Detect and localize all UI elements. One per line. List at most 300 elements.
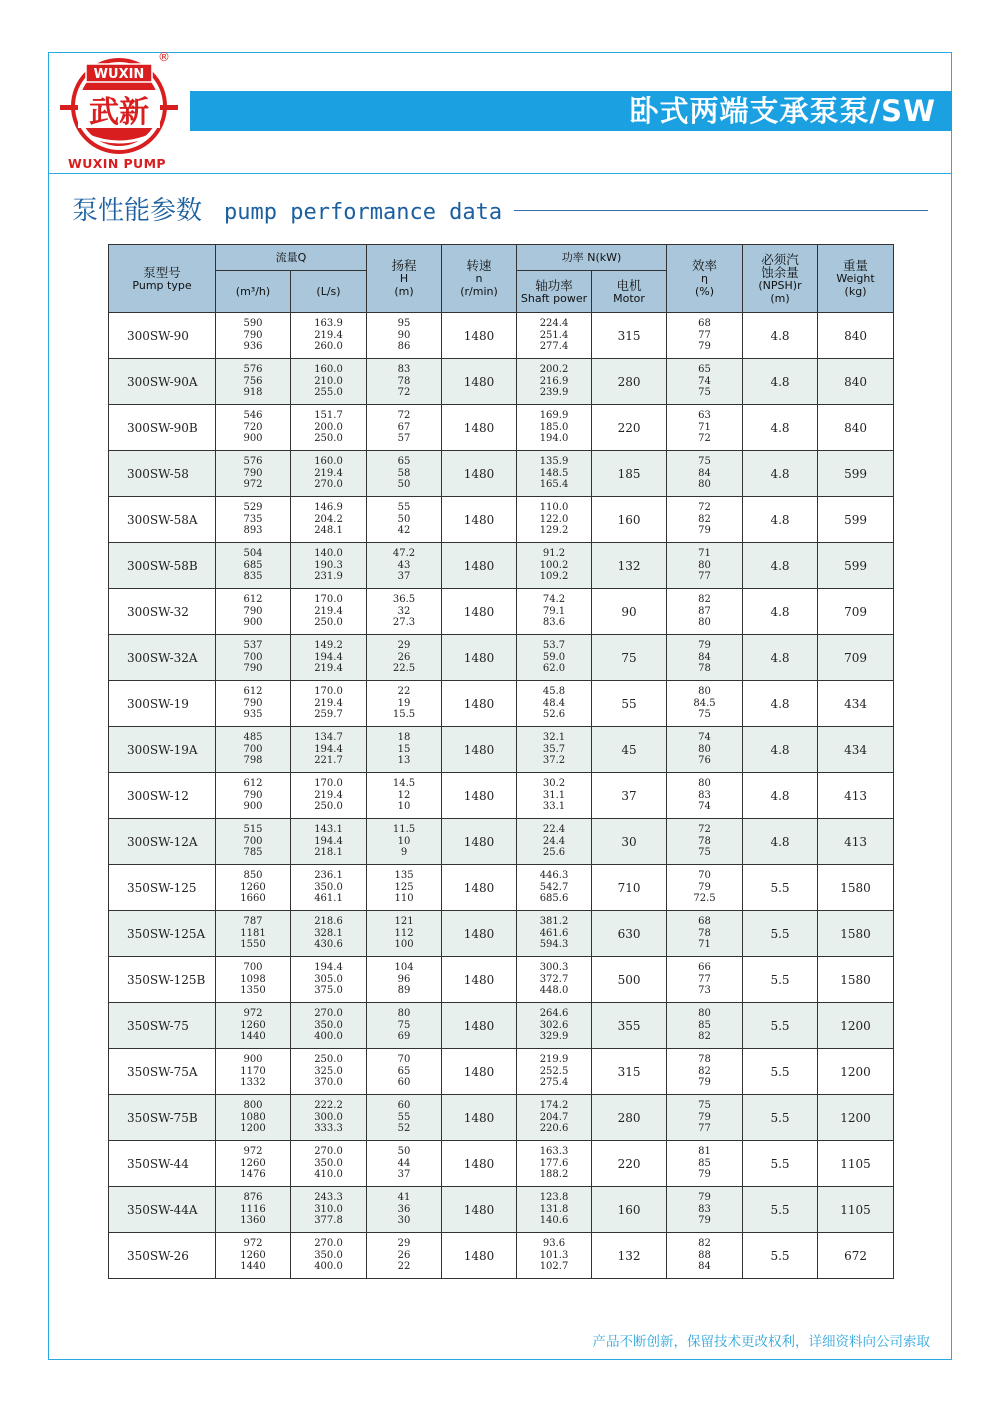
flow-m3h-cell xyxy=(216,1049,291,1095)
efficiency-cell xyxy=(667,359,743,405)
speed-cell: 1480 xyxy=(442,727,517,773)
flow-m3h-cell-value: 1360 xyxy=(240,1215,266,1227)
shaft-power-cell-value: 109.2 xyxy=(539,571,569,583)
head-cell-value: 26 xyxy=(397,1249,411,1261)
head-cell-value: 22 xyxy=(397,686,411,698)
efficiency-cell-value: 83 xyxy=(698,1203,711,1215)
npsh-cell: 5.5 xyxy=(743,957,818,1003)
flow-ls-cell-value: 250.0 xyxy=(314,801,343,813)
efficiency-cell-value: 66 xyxy=(698,962,711,974)
shaft-power-cell-value: 59.0 xyxy=(542,651,566,663)
shaft-power-cell-value: 24.4 xyxy=(542,835,566,847)
flow-m3h-cell-value: 1350 xyxy=(240,985,266,997)
efficiency-cell xyxy=(667,405,743,451)
motor-cell: 315 xyxy=(592,1049,667,1095)
logo-top-text: WUXIN xyxy=(93,67,145,82)
flow-m3h-cell-value: 790 xyxy=(243,789,263,801)
efficiency-cell-value: 80 xyxy=(698,617,711,629)
efficiency-cell-value: 79 xyxy=(698,1215,711,1227)
speed-cell: 1480 xyxy=(442,1141,517,1187)
shaft-power-cell xyxy=(517,451,592,497)
shaft-power-cell xyxy=(517,543,592,589)
head-cell-value: 86 xyxy=(397,341,411,353)
table-row xyxy=(109,1233,894,1279)
efficiency-cell-value: 75 xyxy=(698,387,711,399)
flow-ls-cell-value: 350.0 xyxy=(314,1019,343,1031)
speed-cell: 1480 xyxy=(442,865,517,911)
motor-cell: 220 xyxy=(592,405,667,451)
head-cell xyxy=(367,405,442,451)
weight-cell: 840 xyxy=(818,405,894,451)
efficiency-cell-value: 82 xyxy=(698,513,711,525)
flow-m3h-cell-value: 835 xyxy=(243,571,263,583)
npsh-cell: 4.8 xyxy=(743,681,818,727)
flow-ls-cell-value: 305.0 xyxy=(314,973,343,985)
head-cell-value: 50 xyxy=(397,479,411,491)
npsh-cell: 4.8 xyxy=(743,451,818,497)
shaft-power-cell-value: 163.3 xyxy=(539,1146,569,1158)
flow-m3h-cell-value: 612 xyxy=(243,686,263,698)
efficiency-cell-value: 75 xyxy=(698,709,711,721)
head-cell xyxy=(367,359,442,405)
speed-cell: 1480 xyxy=(442,589,517,635)
flow-ls-cell xyxy=(291,1003,367,1049)
flow-ls-cell-value: 325.0 xyxy=(314,1065,343,1077)
efficiency-cell xyxy=(667,681,743,727)
head-cell xyxy=(367,497,442,543)
speed-cell: 1480 xyxy=(442,1233,517,1279)
pump-type-cell: 350SW-75 xyxy=(109,1003,216,1049)
head-cell xyxy=(367,957,442,1003)
flow-ls-cell-value: 255.0 xyxy=(314,387,343,399)
shaft-power-cell-value: 110.0 xyxy=(539,502,569,514)
flow-m3h-cell xyxy=(216,773,291,819)
flow-ls-cell-value: 170.0 xyxy=(314,778,343,790)
shaft-power-cell-value: 165.4 xyxy=(539,479,569,491)
head-cell-value: 83 xyxy=(397,364,411,376)
flow-ls-cell-value: 210.0 xyxy=(314,375,343,387)
npsh-cell: 4.8 xyxy=(743,359,818,405)
shaft-power-cell xyxy=(517,1003,592,1049)
shaft-power-cell-value: 216.9 xyxy=(539,375,569,387)
speed-cell: 1480 xyxy=(442,405,517,451)
flow-ls-cell-value: 328.1 xyxy=(314,927,343,939)
performance-table xyxy=(108,244,894,1279)
head-cell-value: 36.5 xyxy=(392,594,416,606)
efficiency-cell-value: 76 xyxy=(698,755,711,767)
motor-cell: 630 xyxy=(592,911,667,957)
flow-ls-cell-value: 410.0 xyxy=(314,1169,343,1181)
flow-m3h-cell-value: 1260 xyxy=(240,1249,266,1261)
flow-ls-cell-value: 350.0 xyxy=(314,1249,343,1261)
shaft-power-cell-value: 100.2 xyxy=(539,559,569,571)
efficiency-cell-value: 78 xyxy=(698,927,711,939)
shaft-power-cell-value: 219.9 xyxy=(539,1054,569,1066)
table-row xyxy=(109,635,894,681)
efficiency-cell-value: 71 xyxy=(698,548,711,560)
head-cell xyxy=(367,681,442,727)
flow-ls-cell xyxy=(291,359,367,405)
efficiency-cell-value: 75 xyxy=(698,847,711,859)
shaft-power-cell-value: 101.3 xyxy=(539,1249,569,1261)
shaft-power-cell-value: 542.7 xyxy=(539,881,569,893)
flow-m3h-cell xyxy=(216,865,291,911)
head-cell xyxy=(367,589,442,635)
flow-ls-cell-value: 219.4 xyxy=(314,789,343,801)
header-flow-ls: (L/s) xyxy=(291,271,367,313)
shaft-power-cell xyxy=(517,727,592,773)
flow-m3h-cell-value: 576 xyxy=(243,364,263,376)
header-motor: 电机 Motor xyxy=(592,271,667,313)
flow-m3h-cell xyxy=(216,911,291,957)
efficiency-cell xyxy=(667,957,743,1003)
motor-cell: 75 xyxy=(592,635,667,681)
flow-ls-cell xyxy=(291,635,367,681)
pump-type-cell: 300SW-32A xyxy=(109,635,216,681)
table-header xyxy=(109,245,894,313)
flow-ls-cell-value: 160.0 xyxy=(314,456,343,468)
flow-ls-cell-value: 218.6 xyxy=(314,916,343,928)
head-cell-value: 27.3 xyxy=(392,617,416,629)
flow-ls-cell-value: 219.4 xyxy=(314,329,343,341)
pump-type-cell: 300SW-12 xyxy=(109,773,216,819)
flow-m3h-cell-value: 790 xyxy=(243,329,263,341)
efficiency-cell xyxy=(667,1049,743,1095)
npsh-cell: 5.5 xyxy=(743,1187,818,1233)
flow-m3h-cell xyxy=(216,1187,291,1233)
weight-cell: 840 xyxy=(818,359,894,405)
flow-m3h-cell-value: 504 xyxy=(243,548,263,560)
head-cell-value: 52 xyxy=(397,1123,411,1135)
npsh-cell: 4.8 xyxy=(743,313,818,359)
shaft-power-cell-value: 239.9 xyxy=(539,387,569,399)
shaft-power-cell xyxy=(517,313,592,359)
shaft-power-cell-value: 122.0 xyxy=(539,513,569,525)
flow-m3h-cell-value: 576 xyxy=(243,456,263,468)
shaft-power-cell-value: 52.6 xyxy=(542,709,566,721)
shaft-power-cell-value: 224.4 xyxy=(539,318,569,330)
shaft-power-cell-value: 446.3 xyxy=(539,870,569,882)
motor-cell: 220 xyxy=(592,1141,667,1187)
head-cell-value: 29 xyxy=(397,640,411,652)
speed-cell: 1480 xyxy=(442,1003,517,1049)
flow-m3h-cell xyxy=(216,405,291,451)
flow-ls-cell-value: 221.7 xyxy=(314,755,343,767)
efficiency-cell-value: 79 xyxy=(698,881,711,893)
section-title-en: pump performance data xyxy=(224,200,503,225)
efficiency-cell xyxy=(667,497,743,543)
efficiency-cell-value: 82 xyxy=(698,1238,711,1250)
head-cell xyxy=(367,911,442,957)
speed-cell: 1480 xyxy=(442,313,517,359)
efficiency-cell-value: 79 xyxy=(698,640,711,652)
efficiency-cell-value: 84 xyxy=(698,651,711,663)
head-cell-value: 44 xyxy=(397,1157,411,1169)
flow-m3h-cell-value: 972 xyxy=(243,479,263,491)
flow-m3h-cell-value: 935 xyxy=(243,709,263,721)
flow-ls-cell-value: 146.9 xyxy=(314,502,343,514)
efficiency-cell-value: 72.5 xyxy=(693,893,716,905)
shaft-power-cell xyxy=(517,911,592,957)
flow-ls-cell-value: 270.0 xyxy=(314,1146,343,1158)
shaft-power-cell-value: 48.4 xyxy=(542,697,566,709)
flow-m3h-cell xyxy=(216,1141,291,1187)
flow-m3h-cell-value: 1260 xyxy=(240,881,266,893)
flow-ls-cell xyxy=(291,727,367,773)
flow-m3h-cell-value: 700 xyxy=(243,743,263,755)
header-power: 功率 N(kW) xyxy=(517,245,667,271)
flow-ls-cell xyxy=(291,405,367,451)
flow-ls-cell xyxy=(291,957,367,1003)
flow-m3h-cell-value: 790 xyxy=(243,697,263,709)
motor-cell: 315 xyxy=(592,313,667,359)
shaft-power-cell-value: 37.2 xyxy=(542,755,566,767)
flow-m3h-cell xyxy=(216,727,291,773)
pump-type-cell: 350SW-125 xyxy=(109,865,216,911)
motor-cell: 90 xyxy=(592,589,667,635)
flow-ls-cell xyxy=(291,543,367,589)
weight-cell: 599 xyxy=(818,543,894,589)
header-speed: 转速 n (r/min) xyxy=(442,245,517,313)
efficiency-cell xyxy=(667,543,743,589)
efficiency-cell-value: 79 xyxy=(698,525,711,537)
motor-cell: 710 xyxy=(592,865,667,911)
efficiency-cell-value: 77 xyxy=(698,973,711,985)
efficiency-cell-value: 72 xyxy=(698,824,711,836)
weight-cell: 709 xyxy=(818,589,894,635)
flow-ls-cell-value: 134.7 xyxy=(314,732,343,744)
head-cell xyxy=(367,635,442,681)
table-row xyxy=(109,1187,894,1233)
head-cell-value: 135 xyxy=(394,870,414,882)
head-cell-value: 75 xyxy=(397,1019,411,1031)
head-cell-value: 72 xyxy=(397,410,411,422)
efficiency-cell xyxy=(667,1095,743,1141)
flow-m3h-cell-value: 1260 xyxy=(240,1157,266,1169)
head-cell-value: 112 xyxy=(394,927,414,939)
flow-ls-cell-value: 140.0 xyxy=(314,548,343,560)
efficiency-cell-value: 72 xyxy=(698,502,711,514)
flow-m3h-cell-value: 790 xyxy=(243,663,263,675)
motor-cell: 45 xyxy=(592,727,667,773)
header-efficiency: 效率 η (%) xyxy=(667,245,743,313)
flow-m3h-cell-value: 893 xyxy=(243,525,263,537)
flow-m3h-cell-value: 612 xyxy=(243,594,263,606)
table-body xyxy=(109,313,894,1279)
flow-m3h-cell-value: 537 xyxy=(243,640,263,652)
efficiency-cell-value: 74 xyxy=(698,732,711,744)
efficiency-cell-value: 75 xyxy=(698,456,711,468)
efficiency-cell-value: 74 xyxy=(698,801,711,813)
efficiency-cell-value: 80 xyxy=(698,778,711,790)
shaft-power-cell-value: 91.2 xyxy=(542,548,566,560)
head-cell xyxy=(367,819,442,865)
shaft-power-cell xyxy=(517,865,592,911)
head-cell-value: 22 xyxy=(397,1261,411,1273)
head-cell-value: 70 xyxy=(397,1054,411,1066)
flow-m3h-cell-value: 756 xyxy=(243,375,263,387)
flow-ls-cell xyxy=(291,1049,367,1095)
section-rule xyxy=(514,210,928,211)
shaft-power-cell xyxy=(517,497,592,543)
flow-m3h-cell-value: 936 xyxy=(243,341,263,353)
head-cell-value: 50 xyxy=(397,1146,411,1158)
shaft-power-cell-value: 62.0 xyxy=(542,663,566,675)
motor-cell: 355 xyxy=(592,1003,667,1049)
flow-m3h-cell-value: 1260 xyxy=(240,1019,266,1031)
flow-ls-cell-value: 143.1 xyxy=(314,824,343,836)
flow-m3h-cell-value: 1200 xyxy=(240,1123,266,1135)
head-cell xyxy=(367,1049,442,1095)
flow-ls-cell-value: 170.0 xyxy=(314,686,343,698)
shaft-power-cell-value: 372.7 xyxy=(539,973,569,985)
npsh-cell: 4.8 xyxy=(743,497,818,543)
header-npsh: 必须汽 蚀余量 (NPSH)r (m) xyxy=(743,245,818,313)
shaft-power-cell-value: 35.7 xyxy=(542,743,566,755)
flow-ls-cell xyxy=(291,1233,367,1279)
shaft-power-cell-value: 174.2 xyxy=(539,1100,569,1112)
efficiency-cell-value: 85 xyxy=(698,1019,711,1031)
head-cell-value: 9 xyxy=(400,847,408,859)
shaft-power-cell-value: 302.6 xyxy=(539,1019,569,1031)
flow-m3h-cell-value: 1170 xyxy=(240,1065,266,1077)
efficiency-cell-value: 83 xyxy=(698,789,711,801)
flow-m3h-cell-value: 515 xyxy=(243,824,263,836)
head-cell-value: 95 xyxy=(397,318,411,330)
flow-ls-cell-value: 219.4 xyxy=(314,467,343,479)
flow-ls-cell-value: 250.0 xyxy=(314,433,343,445)
head-cell-value: 11.5 xyxy=(392,824,416,836)
shaft-power-cell-value: 200.2 xyxy=(539,364,569,376)
efficiency-cell-value: 78 xyxy=(698,835,711,847)
flow-m3h-cell xyxy=(216,957,291,1003)
shaft-power-cell-value: 177.6 xyxy=(539,1157,569,1169)
head-cell-value: 96 xyxy=(397,973,411,985)
flow-m3h-cell-value: 735 xyxy=(243,513,263,525)
header-head: 扬程 H (m) xyxy=(367,245,442,313)
title-banner xyxy=(190,91,952,131)
head-cell-value: 37 xyxy=(397,571,411,583)
flow-ls-cell xyxy=(291,681,367,727)
speed-cell: 1480 xyxy=(442,543,517,589)
head-cell-value: 26 xyxy=(397,651,411,663)
shaft-power-cell-value: 93.6 xyxy=(542,1238,566,1250)
efficiency-cell xyxy=(667,727,743,773)
flow-ls-cell-value: 350.0 xyxy=(314,1157,343,1169)
efficiency-cell-value: 77 xyxy=(698,1123,711,1135)
table-row xyxy=(109,957,894,1003)
efficiency-cell xyxy=(667,451,743,497)
pump-type-cell: 350SW-26 xyxy=(109,1233,216,1279)
shaft-power-cell xyxy=(517,1233,592,1279)
npsh-cell: 5.5 xyxy=(743,1003,818,1049)
shaft-power-cell-value: 169.9 xyxy=(539,410,569,422)
flow-m3h-cell-value: 850 xyxy=(243,870,263,882)
flow-ls-cell xyxy=(291,819,367,865)
logo-subtitle: WUXIN PUMP xyxy=(68,156,166,171)
flow-ls-cell xyxy=(291,865,367,911)
flow-ls-cell-value: 370.0 xyxy=(314,1077,343,1089)
flow-m3h-cell-value: 700 xyxy=(243,835,263,847)
table-row xyxy=(109,911,894,957)
flow-m3h-cell-value: 972 xyxy=(243,1008,263,1020)
head-cell-value: 65 xyxy=(397,456,411,468)
head-cell-value: 65 xyxy=(397,1065,411,1077)
flow-m3h-cell-value: 785 xyxy=(243,847,263,859)
efficiency-cell-value: 68 xyxy=(698,318,711,330)
speed-cell: 1480 xyxy=(442,911,517,957)
flow-m3h-cell-value: 1440 xyxy=(240,1031,266,1043)
head-cell xyxy=(367,1003,442,1049)
speed-cell: 1480 xyxy=(442,1095,517,1141)
efficiency-cell-value: 74 xyxy=(698,375,711,387)
table-row xyxy=(109,1095,894,1141)
speed-cell: 1480 xyxy=(442,635,517,681)
flow-m3h-cell-value: 1550 xyxy=(240,939,266,951)
flow-m3h-cell xyxy=(216,819,291,865)
flow-ls-cell-value: 333.3 xyxy=(314,1123,343,1135)
footer-note: 产品不断创新，保留技术更改权利，详细资料向公司索取 xyxy=(592,1334,930,1350)
table-row xyxy=(109,451,894,497)
efficiency-cell xyxy=(667,1187,743,1233)
flow-ls-cell-value: 300.0 xyxy=(314,1111,343,1123)
flow-ls-cell-value: 377.8 xyxy=(314,1215,343,1227)
speed-cell: 1480 xyxy=(442,497,517,543)
table-row xyxy=(109,359,894,405)
shaft-power-cell-value: 251.4 xyxy=(539,329,569,341)
section-title-cn: 泵性能参数 xyxy=(72,196,203,226)
speed-cell: 1480 xyxy=(442,773,517,819)
shaft-power-cell-value: 204.7 xyxy=(539,1111,569,1123)
head-cell xyxy=(367,727,442,773)
weight-cell: 1105 xyxy=(818,1141,894,1187)
flow-ls-cell-value: 218.1 xyxy=(314,847,343,859)
efficiency-cell xyxy=(667,589,743,635)
shaft-power-cell-value: 252.5 xyxy=(539,1065,569,1077)
shaft-power-cell-value: 185.0 xyxy=(539,421,569,433)
shaft-power-cell-value: 53.7 xyxy=(542,640,566,652)
flow-ls-cell-value: 194.4 xyxy=(314,743,343,755)
shaft-power-cell xyxy=(517,819,592,865)
flow-ls-cell xyxy=(291,497,367,543)
pump-type-cell: 300SW-19A xyxy=(109,727,216,773)
head-cell-value: 57 xyxy=(397,433,411,445)
weight-cell: 434 xyxy=(818,727,894,773)
flow-m3h-cell-value: 700 xyxy=(243,651,263,663)
speed-cell: 1480 xyxy=(442,1187,517,1233)
pump-type-cell: 300SW-32 xyxy=(109,589,216,635)
head-cell-value: 72 xyxy=(397,387,411,399)
table-row xyxy=(109,773,894,819)
flow-ls-cell-value: 222.2 xyxy=(314,1100,343,1112)
table-row xyxy=(109,819,894,865)
shaft-power-cell-value: 74.2 xyxy=(542,594,566,606)
npsh-cell: 5.5 xyxy=(743,1049,818,1095)
flow-m3h-cell-value: 1660 xyxy=(240,893,266,905)
head-cell-value: 55 xyxy=(397,502,411,514)
registered-mark: ® xyxy=(158,50,170,64)
efficiency-cell-value: 84 xyxy=(698,467,711,479)
pump-type-cell: 350SW-125A xyxy=(109,911,216,957)
flow-ls-cell-value: 190.3 xyxy=(314,559,343,571)
pump-type-cell: 300SW-19 xyxy=(109,681,216,727)
shaft-power-cell-value: 685.6 xyxy=(539,893,569,905)
head-cell-value: 78 xyxy=(397,375,411,387)
speed-cell: 1480 xyxy=(442,451,517,497)
shaft-power-cell xyxy=(517,1095,592,1141)
flow-m3h-cell-value: 790 xyxy=(243,605,263,617)
efficiency-cell-value: 71 xyxy=(698,939,711,951)
